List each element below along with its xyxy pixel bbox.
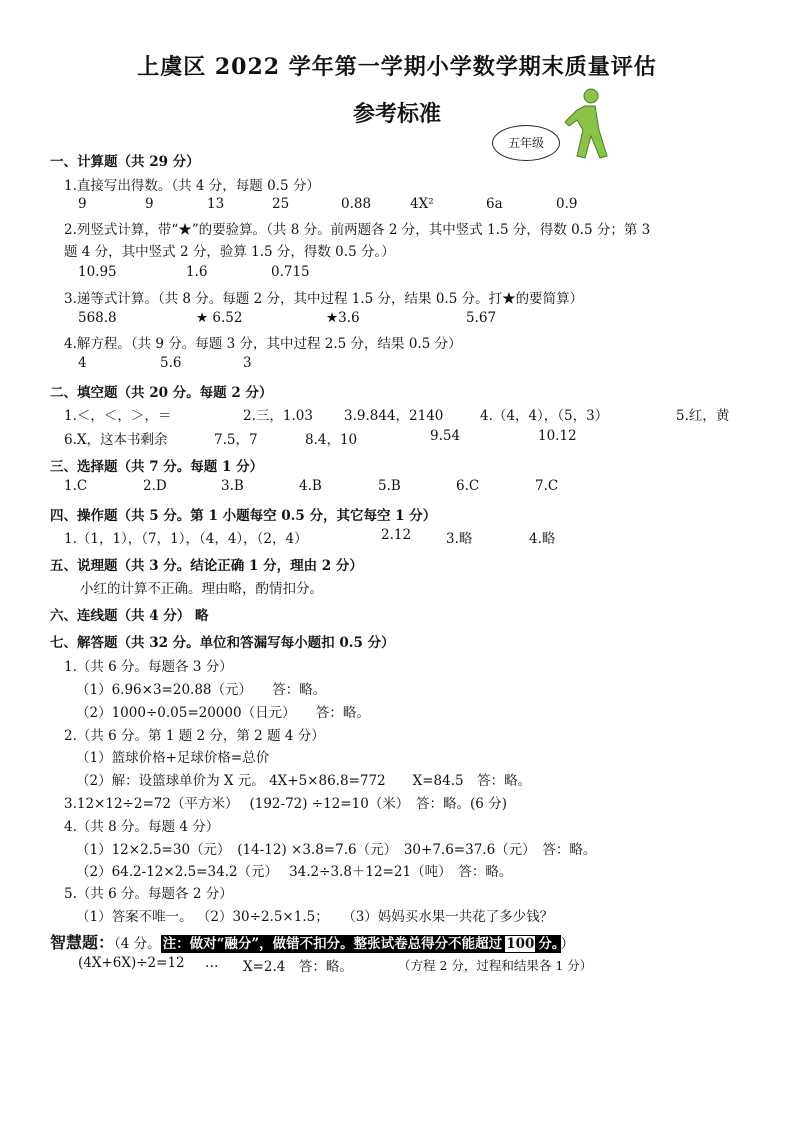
- s3-answer: 3.B: [221, 478, 244, 494]
- wisdom-label: 智慧题：: [50, 933, 115, 952]
- s3-answer: 2.D: [143, 478, 167, 494]
- section-1-heading: 一、计算题（共 29 分）: [50, 154, 200, 170]
- s7-q1a: （1）6.96×3=20.88（元） 答：略。: [76, 682, 327, 698]
- s1-q2-answer: 10.95: [78, 264, 117, 280]
- s3-answer: 1.C: [64, 478, 88, 494]
- s7-q1b: （2）1000÷0.05=20000（日元） 答：略。: [76, 705, 370, 721]
- s4-answer: 1.（1，1），（7，1），（4，4），（2，4）: [64, 531, 308, 547]
- wisdom-equation: (4X+6X)÷2=12: [78, 955, 185, 971]
- section-2-heading: 二、填空题（共 20 分。每题 2 分）: [50, 385, 273, 401]
- s1-q3-answer: 5.67: [466, 310, 497, 326]
- s2-answer: 3.9.844，2140: [344, 408, 444, 424]
- s1-q3-answer: 568.8: [78, 310, 117, 326]
- wisdom-points: （4 分。: [114, 936, 161, 952]
- s1-q4-answer: 5.6: [160, 355, 182, 371]
- wisdom-line: [50, 930, 574, 953]
- s3-answer: 5.B: [378, 478, 401, 494]
- section-7-heading: 七、解答题（共 32 分。单位和答漏写每小题扣 0.5 分）: [50, 635, 395, 651]
- s7-q4a: （1）12×2.5=30（元） (14-12) ×3.8=7.6（元） 30+7.6=37.6（元） 答：略。: [76, 842, 597, 858]
- page-subtitle: 参考标准: [352, 101, 441, 127]
- s2-answer: 7.5，7: [214, 432, 258, 448]
- section-5-heading: 五、说理题（共 3 分。结论正确 1 分，理由 2 分）: [50, 558, 363, 574]
- s1-q4-answer: 4: [78, 355, 87, 371]
- s3-answer: 4.B: [299, 478, 322, 494]
- s1-q2-answer: 1.6: [186, 264, 208, 280]
- s1-q2-cont: 题 4 分，其中竖式 2 分，验算 1.5 分，得数 0.5 分。）: [64, 244, 395, 260]
- grade-badge: 五年级: [492, 125, 560, 161]
- page-title: 上虞区 2022 学年第一学期小学数学期末质量评估: [137, 54, 657, 80]
- s1-q4: 4.解方程。（共 9 分。每题 3 分，其中过程 2.5 分，结果 0.5 分）: [64, 336, 462, 352]
- s1-q3: 3.递等式计算。（共 8 分。每题 2 分，其中过程 1.5 分，结果 0.5 分。打★的要简算）: [64, 291, 584, 307]
- s1-q1-answer: 0.88: [341, 196, 372, 212]
- wisdom-note-end: 分。: [538, 936, 559, 952]
- s7-q5: 5.（共 6 分。每题各 2 分）: [64, 886, 233, 902]
- s1-q1-answer: 6a: [486, 196, 503, 212]
- s1-q1-answer: 4X²: [410, 196, 434, 212]
- wisdom-result: X=2.4 答：略。: [243, 959, 353, 975]
- s3-answer: 7.C: [535, 478, 559, 494]
- walking-person-icon: [555, 86, 615, 166]
- s4-answer: 4.略: [529, 531, 556, 547]
- s7-q5a: （1）答案不唯一。 （2）30÷2.5×1.5； （3）妈妈买水果一共花了多少钱？: [76, 909, 554, 925]
- s3-answer: 6.C: [456, 478, 480, 494]
- s2-answer: 1.＜，＜，＞，＝: [64, 408, 172, 424]
- s5-answer: 小红的计算不正确。理由略，酌情扣分。: [80, 581, 323, 597]
- s7-q1: 1.（共 6 分。每题各 3 分）: [64, 659, 233, 675]
- s1-q1-answer: 9: [78, 196, 87, 212]
- s2-answer: 9.54: [430, 428, 461, 444]
- s1-q4-answer: 3: [243, 355, 252, 371]
- s2-answer: 8.4，10: [305, 432, 358, 448]
- s1-q1-answer: 25: [272, 196, 290, 212]
- s2-answer: 2.三，1.03: [243, 408, 313, 424]
- section-4-heading: 四、操作题（共 5 分。第 1 小题每空 0.5 分，其它每空 1 分）: [50, 508, 437, 524]
- max-score: 100: [506, 936, 535, 952]
- s2-answer: 10.12: [538, 428, 577, 444]
- s1-q3-answer: ★3.6: [326, 310, 360, 326]
- wisdom-close: ）: [560, 936, 575, 952]
- s1-q2: 2.列竖式计算，带“★”的要验算。（共 8 分。前两题各 2 分，其中竖式 1.5 分，得数 0.5 分；第 3: [64, 222, 651, 238]
- s1-q1-answer: 0.9: [556, 196, 578, 212]
- s1-q1-answer: 13: [207, 196, 225, 212]
- wisdom-note: 注：做对“融分”，做错不扣分。整张试卷总得分不能超过: [162, 936, 503, 952]
- s4-answer: 2.12: [381, 527, 412, 543]
- s1-q2-answer: 0.715: [271, 264, 310, 280]
- s1-q1: 1.直接写出得数。（共 4 分，每题 0.5 分）: [64, 178, 320, 194]
- s1-q3-answer: ★ 6.52: [196, 310, 243, 326]
- s2-answer: 4.（4，4），（5，3）: [480, 408, 609, 424]
- s7-q4b: （2）64.2-12×2.5=34.2（元） 34.2÷3.8＋12=21（吨） 答：略。: [76, 864, 513, 880]
- wisdom-dots: …: [205, 955, 219, 971]
- s7-q2: 2.（共 6 分。第 1 题 2 分，第 2 题 4 分）: [64, 728, 325, 744]
- section-3-heading: 三、选择题（共 7 分。每题 1 分）: [50, 459, 264, 475]
- wisdom-scoring: （方程 2 分，过程和结果各 1 分）: [398, 958, 593, 973]
- s7-q4: 4.（共 8 分。每题 4 分）: [64, 819, 220, 835]
- s1-q1-answer: 9: [145, 196, 154, 212]
- section-6-heading: 六、连线题（共 4 分） 略: [50, 608, 209, 624]
- s4-answer: 3.略: [446, 531, 473, 547]
- s7-q2b: （2）解：设篮球单价为 X 元。 4X+5×86.8=772 X=84.5 答：略。: [76, 773, 532, 789]
- s2-answer: 5.红，黄: [676, 408, 730, 424]
- s2-answer: 6.X，这本书剩余: [64, 432, 168, 448]
- s7-q3: 3.12×12÷2=72（平方米） (192-72) ÷12=10（米） 答：略。(6 分): [64, 796, 507, 812]
- s7-q2a: （1）篮球价格+足球价格=总价: [76, 750, 270, 766]
